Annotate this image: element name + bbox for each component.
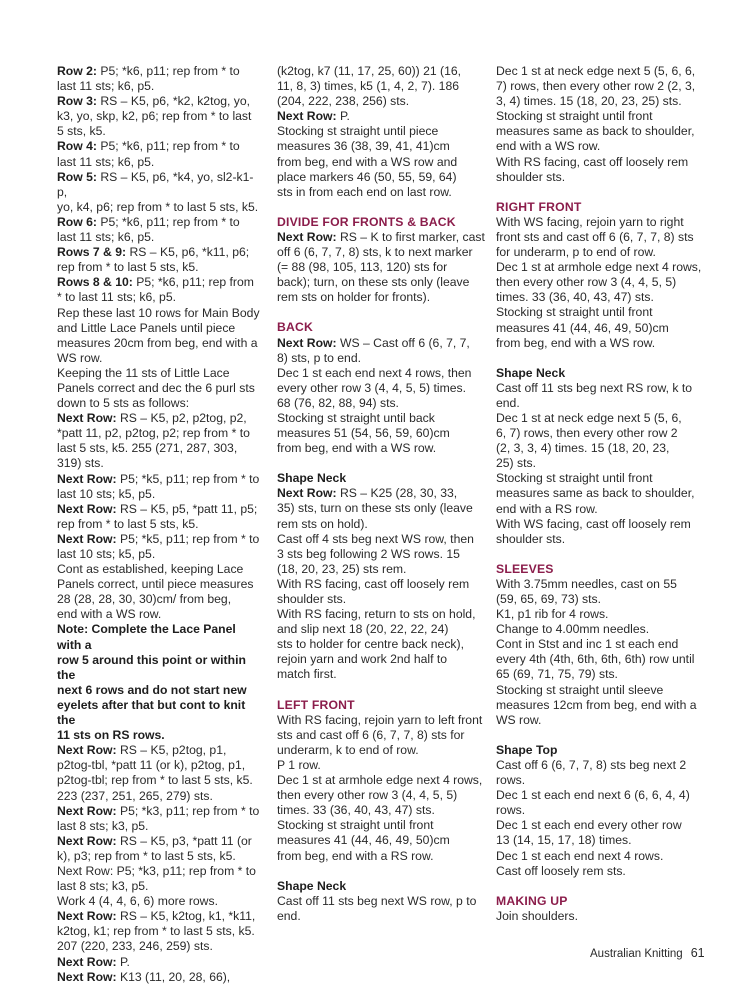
instruction-text: With WS facing, rejoin yarn to right front sts and cast off 6 (6, 7, 7, 8) sts for underarm, p to end of row. xyxy=(496,214,694,260)
instruction-text: Dec 1 st each end next 4 rows, then every other row 3 (4, 4, 5, 5) times. 68 (76, 82, 88, 94) sts. xyxy=(277,365,472,410)
instruction-text: P5; *k5, p11; rep from * to last 10 sts; k5, p5. xyxy=(57,531,260,561)
row-label: Next Row: xyxy=(57,803,117,818)
instruction-paragraph xyxy=(496,864,706,879)
instruction-text: Dec 1 st each end every other row 13 (14, 15, 17, 18) times. xyxy=(496,818,682,848)
instruction-paragraph xyxy=(57,532,263,562)
instruction-paragraph xyxy=(496,849,706,864)
instruction-paragraph xyxy=(496,683,706,728)
instruction-text: RS – K5, p6, *k4, yo, sl2-k1-p, yo, k4, p6; rep from * to last 5 sts, k5. xyxy=(57,169,259,214)
instruction-text: K1, p1 rib for 4 rows. xyxy=(496,607,609,622)
instruction-paragraph xyxy=(57,306,263,366)
row-label: Next Row: xyxy=(57,743,117,758)
instruction-text: Cont in Stst and inc 1 st each end every 4th (4th, 6th, 6th, 6th) row until 65 (69, 71, 75, 79) sts. xyxy=(496,637,695,682)
instruction-paragraph xyxy=(57,215,263,245)
instruction-text: RS – K5, p5, *patt 11, p5; rep from * to last 5 sts, k5. xyxy=(57,501,258,531)
instruction-text: Join shoulders. xyxy=(496,908,578,923)
row-label: Row 5: xyxy=(57,169,97,184)
pattern-note: Note: Complete the Lace Panel with a row 5 around this point or within the next 6 rows and do not start new eyelets after that but cont to knit the 11 sts on RS rows. xyxy=(57,622,247,743)
instruction-paragraph xyxy=(57,139,263,169)
instruction-paragraph xyxy=(57,909,263,954)
instruction-text: With 3.75mm needles, cast on 55 (59, 65, 69, 73) sts. xyxy=(496,576,677,606)
instruction-paragraph xyxy=(496,305,706,350)
instruction-text: Dec 1 st each end next 6 (6, 6, 4, 4) rows. xyxy=(496,788,690,818)
instruction-paragraph xyxy=(496,64,706,109)
instruction-text: Dec 1 st at neck edge next 5 (5, 6, 6, 7) rows, then every other row 2 (2, 3, 3, 4) times. 15 (18, 20, 23, 25) sts. xyxy=(496,64,696,109)
instruction-paragraph xyxy=(496,818,706,848)
instruction-text: P5; *k3, p11; rep from * to last 8 sts; k3, p5. xyxy=(57,803,260,833)
instruction-paragraph xyxy=(57,411,263,471)
instruction-paragraph xyxy=(57,502,263,532)
instruction-paragraph xyxy=(277,894,485,924)
row-label: Next Row: xyxy=(57,501,117,516)
instruction-text: Stocking st straight until front measures same as back to shoulder, end with a RS row. xyxy=(496,471,695,516)
instruction-text: Stocking st straight until front measures 41 (44, 46, 49, 50)cm from beg, end with a RS row. xyxy=(277,818,450,863)
instruction-text: Stocking st straight until front measures same as back to shoulder, end with a WS row. xyxy=(496,109,695,154)
column-1 xyxy=(57,64,263,985)
instruction-text: Dec 1 st at armhole edge next 4 rows, then every other row 3 (4, 4, 5, 5) times. 33 (36, 40, 43, 47) sts. xyxy=(277,773,483,818)
row-label: Row 4: xyxy=(57,139,97,154)
instruction-paragraph xyxy=(277,713,485,758)
instruction-paragraph xyxy=(277,109,485,124)
publication-name: Australian Knitting xyxy=(590,948,683,960)
instruction-paragraph xyxy=(277,366,485,411)
instruction-paragraph xyxy=(57,894,263,909)
section-heading: BACK xyxy=(277,320,314,335)
column-2 xyxy=(277,64,485,924)
instruction-paragraph xyxy=(496,909,706,924)
instruction-text: P5; *k6, p11; rep from * to last 11 sts; k6, p5. xyxy=(57,64,240,94)
instruction-text: RS – K5, p3, *patt 11 (or k), p3; rep from * to last 5 sts, k5. xyxy=(57,833,252,863)
page-footer xyxy=(590,946,705,960)
instruction-text: (k2tog, k7 (11, 17, 25, 60)) 21 (16, 11, 8, 3) times, k5 (1, 4, 2, 7). 186 (204, 222, 238, 256) sts. xyxy=(277,64,462,109)
instruction-paragraph xyxy=(57,366,263,411)
instruction-text: WS – Cast off 6 (6, 7, 7, 8) sts, p to end. xyxy=(277,335,470,365)
instruction-paragraph xyxy=(57,64,263,94)
instruction-paragraph xyxy=(277,532,485,577)
instruction-paragraph xyxy=(57,94,263,139)
subheading: Shape Neck xyxy=(496,365,566,380)
section-heading: RIGHT FRONT xyxy=(496,199,582,214)
instruction-paragraph xyxy=(277,577,485,607)
instruction-paragraph xyxy=(57,955,263,970)
instruction-paragraph xyxy=(277,758,485,773)
subheading: Shape Neck xyxy=(277,471,347,486)
instruction-text: Cast off loosely rem sts. xyxy=(496,863,626,878)
instruction-paragraph xyxy=(277,607,485,682)
row-label: Next Row: xyxy=(57,833,117,848)
page-number: 61 xyxy=(690,946,705,960)
instruction-paragraph xyxy=(57,804,263,834)
instruction-paragraph xyxy=(496,381,706,411)
instruction-paragraph xyxy=(496,788,706,818)
instruction-text: Next Row: P5; *k3, p11; rep from * to last 8 sts; k3, p5. xyxy=(57,863,256,894)
section-heading: DIVIDE FOR FRONTS & BACK xyxy=(277,214,456,229)
instruction-text: Rep these last 10 rows for Main Body and Little Lace Panels until piece measures 20cm from beg, end with a WS row. xyxy=(57,305,260,365)
instruction-text: Keeping the 11 sts of Little Lace Panels correct and dec the 6 purl sts down to 5 sts as follows: xyxy=(57,365,255,411)
instruction-paragraph xyxy=(277,230,485,305)
instruction-text: Cast off 6 (6, 7, 7, 8) sts beg next 2 rows. xyxy=(496,757,687,788)
section-heading: MAKING UP xyxy=(496,893,568,908)
section-heading: LEFT FRONT xyxy=(277,697,355,712)
row-label: Next Row: xyxy=(57,531,117,546)
instruction-paragraph xyxy=(496,517,706,547)
instruction-text: Stocking st straight until piece measures 36 (38, 39, 41, 41)cm from beg, end with a WS row and place markers 46 (50, 55, 59, 64) sts in from each end on last row. xyxy=(277,124,458,199)
instruction-paragraph xyxy=(57,562,263,622)
row-label: Next Row: xyxy=(57,954,117,969)
instruction-paragraph xyxy=(57,743,263,803)
instruction-paragraph xyxy=(496,622,706,637)
instruction-text: Change to 4.00mm needles. xyxy=(496,622,650,637)
instruction-text: RS – K5, p6, *k2, k2tog, yo, k3, yo, skp, k2, p6; rep from * to last 5 sts, k5. xyxy=(57,94,252,139)
instruction-paragraph xyxy=(277,336,485,366)
row-label: Next Row: xyxy=(277,229,337,244)
instruction-paragraph xyxy=(496,758,706,788)
instruction-text: RS – K5, k2tog, k1, *k11, k2tog, k1; rep from * to last 5 sts, k5. 207 (220, 233, 246, 259) sts. xyxy=(57,909,256,954)
subheading: Shape Neck xyxy=(277,878,347,893)
instruction-paragraph xyxy=(496,215,706,260)
instruction-text: Stocking st straight until sleeve measures 12cm from beg, end with a WS row. xyxy=(496,682,697,727)
instruction-paragraph xyxy=(496,637,706,682)
instruction-paragraph xyxy=(57,170,263,215)
row-label: Row 3: xyxy=(57,94,97,109)
instruction-paragraph xyxy=(277,64,485,109)
instruction-text: Cast off 11 sts beg next RS row, k to end. xyxy=(496,380,692,410)
instruction-text: Dec 1 st at neck edge next 5 (5, 6, 6, 7) rows, then every other row 2 (2, 3, 3, 4) times. 15 (18, 20, 23, 25) sts. xyxy=(496,410,682,471)
instruction-paragraph xyxy=(57,275,263,305)
row-label: Row 6: xyxy=(57,214,97,229)
instruction-paragraph xyxy=(496,411,706,471)
instruction-text: P5; *k5, p11; rep from * to last 10 sts; k5, p5. xyxy=(57,471,260,501)
instruction-paragraph xyxy=(57,245,263,275)
instruction-text: P 1 row. xyxy=(277,757,321,772)
instruction-paragraph xyxy=(277,818,485,863)
instruction-paragraph xyxy=(496,109,706,154)
instruction-text: Cast off 11 sts beg next WS row, p to end. xyxy=(277,893,477,923)
row-label: Next Row: xyxy=(57,471,117,486)
row-label: Rows 8 & 10: xyxy=(57,275,133,290)
instruction-text: Cont as established, keeping Lace Panels correct, until piece measures 28 (28, 28, 30, 30)cm/ from beg, end with a WS row. xyxy=(57,562,254,622)
instruction-paragraph xyxy=(57,834,263,864)
row-label: Next Row: xyxy=(57,411,117,426)
instruction-paragraph xyxy=(277,411,485,456)
instruction-text: P. xyxy=(116,954,130,969)
instruction-text: RS – K5, p2tog, p1, p2tog-tbl, *patt 11 (or k), p2tog, p1, p2tog-tbl; rep from * to last 5 sts, k5. 223 (237, 251, 265, 279) sts. xyxy=(57,743,253,803)
row-label: Next Row: xyxy=(277,335,337,350)
instruction-text: With RS facing, cast off loosely rem shoulder sts. xyxy=(277,576,470,606)
row-label: Rows 7 & 9: xyxy=(57,245,127,260)
instruction-text: P5; *k6, p11; rep from * to last 11 sts; k6, p5. xyxy=(57,275,254,305)
instruction-text: K13 (11, 20, 28, 66), xyxy=(116,969,231,984)
instruction-text: RS – K5, p6, *k11, p6; rep from * to last 5 sts, k5. xyxy=(57,245,250,275)
instruction-paragraph xyxy=(496,471,706,516)
instruction-paragraph xyxy=(277,486,485,531)
instruction-paragraph xyxy=(496,260,706,305)
instruction-paragraph xyxy=(277,124,485,199)
instruction-text: RS – K5, p2, p2tog, p2, *patt 11, p2, p2tog, p2; rep from * to last 5 sts, k5. 255 (271, 287, 303, 319) sts. xyxy=(57,411,250,471)
instruction-text: Work 4 (4, 4, 6, 6) more rows. xyxy=(57,894,218,909)
subheading: Shape Top xyxy=(496,742,558,757)
instruction-paragraph xyxy=(57,864,263,894)
instruction-text: Dec 1 st each end next 4 rows. xyxy=(496,848,664,863)
row-label: Next Row: xyxy=(277,109,337,124)
row-label: Row 2: xyxy=(57,64,97,78)
instruction-text: RS – K25 (28, 30, 33, 35) sts, turn on these sts only (leave rem sts on hold). xyxy=(277,486,473,531)
instruction-text: RS – K to first marker, cast off 6 (6, 7, 7, 8) sts, k to next marker (= 88 (98, 105, 113, 120) sts for back); turn, on these sts only (leave rem sts on holder for fronts). xyxy=(277,229,485,305)
instruction-text: With RS facing, rejoin yarn to left front sts and cast off 6 (6, 7, 7, 8) sts for underarm, k to end of row. xyxy=(277,712,483,757)
row-label: Next Row: xyxy=(57,969,117,984)
instruction-text: P5; *k6, p11; rep from * to last 11 sts; k6, p5. xyxy=(57,139,240,169)
column-3 xyxy=(496,64,706,924)
instruction-paragraph xyxy=(496,155,706,185)
instruction-text: Cast off 4 sts beg next WS row, then 3 sts beg following 2 WS rows. 15 (18, 20, 23, 25) sts rem. xyxy=(277,531,474,576)
instruction-paragraph xyxy=(57,970,263,985)
instruction-text: P. xyxy=(336,109,350,124)
section-heading: SLEEVES xyxy=(496,561,554,576)
instruction-paragraph xyxy=(496,577,706,607)
instruction-text: Stocking st straight until back measures 51 (54, 56, 59, 60)cm from beg, end with a WS row. xyxy=(277,410,450,456)
instruction-paragraph xyxy=(496,607,706,622)
instruction-paragraph xyxy=(277,773,485,818)
row-label: Next Row: xyxy=(57,909,117,924)
instruction-text: With WS facing, cast off loosely rem shoulder sts. xyxy=(496,516,691,546)
instruction-text: Stocking st straight until front measures 41 (44, 46, 49, 50)cm from beg, end with a WS row. xyxy=(496,305,669,350)
instruction-paragraph xyxy=(57,472,263,502)
instruction-text: With RS facing, return to sts on hold, and slip next 18 (20, 22, 22, 24) sts to holder for centre back neck), rejoin yarn and work 2nd half to match first. xyxy=(277,607,476,682)
row-label: Next Row: xyxy=(277,486,337,501)
instruction-text: With RS facing, cast off loosely rem shoulder sts. xyxy=(496,154,689,184)
instruction-text: Dec 1 st at armhole edge next 4 rows, then every other row 3 (4, 4, 5, 5) times. 33 (36, 40, 43, 47) sts. xyxy=(496,260,702,305)
instruction-text: P5; *k6, p11; rep from * to last 11 sts; k6, p5. xyxy=(57,214,240,245)
